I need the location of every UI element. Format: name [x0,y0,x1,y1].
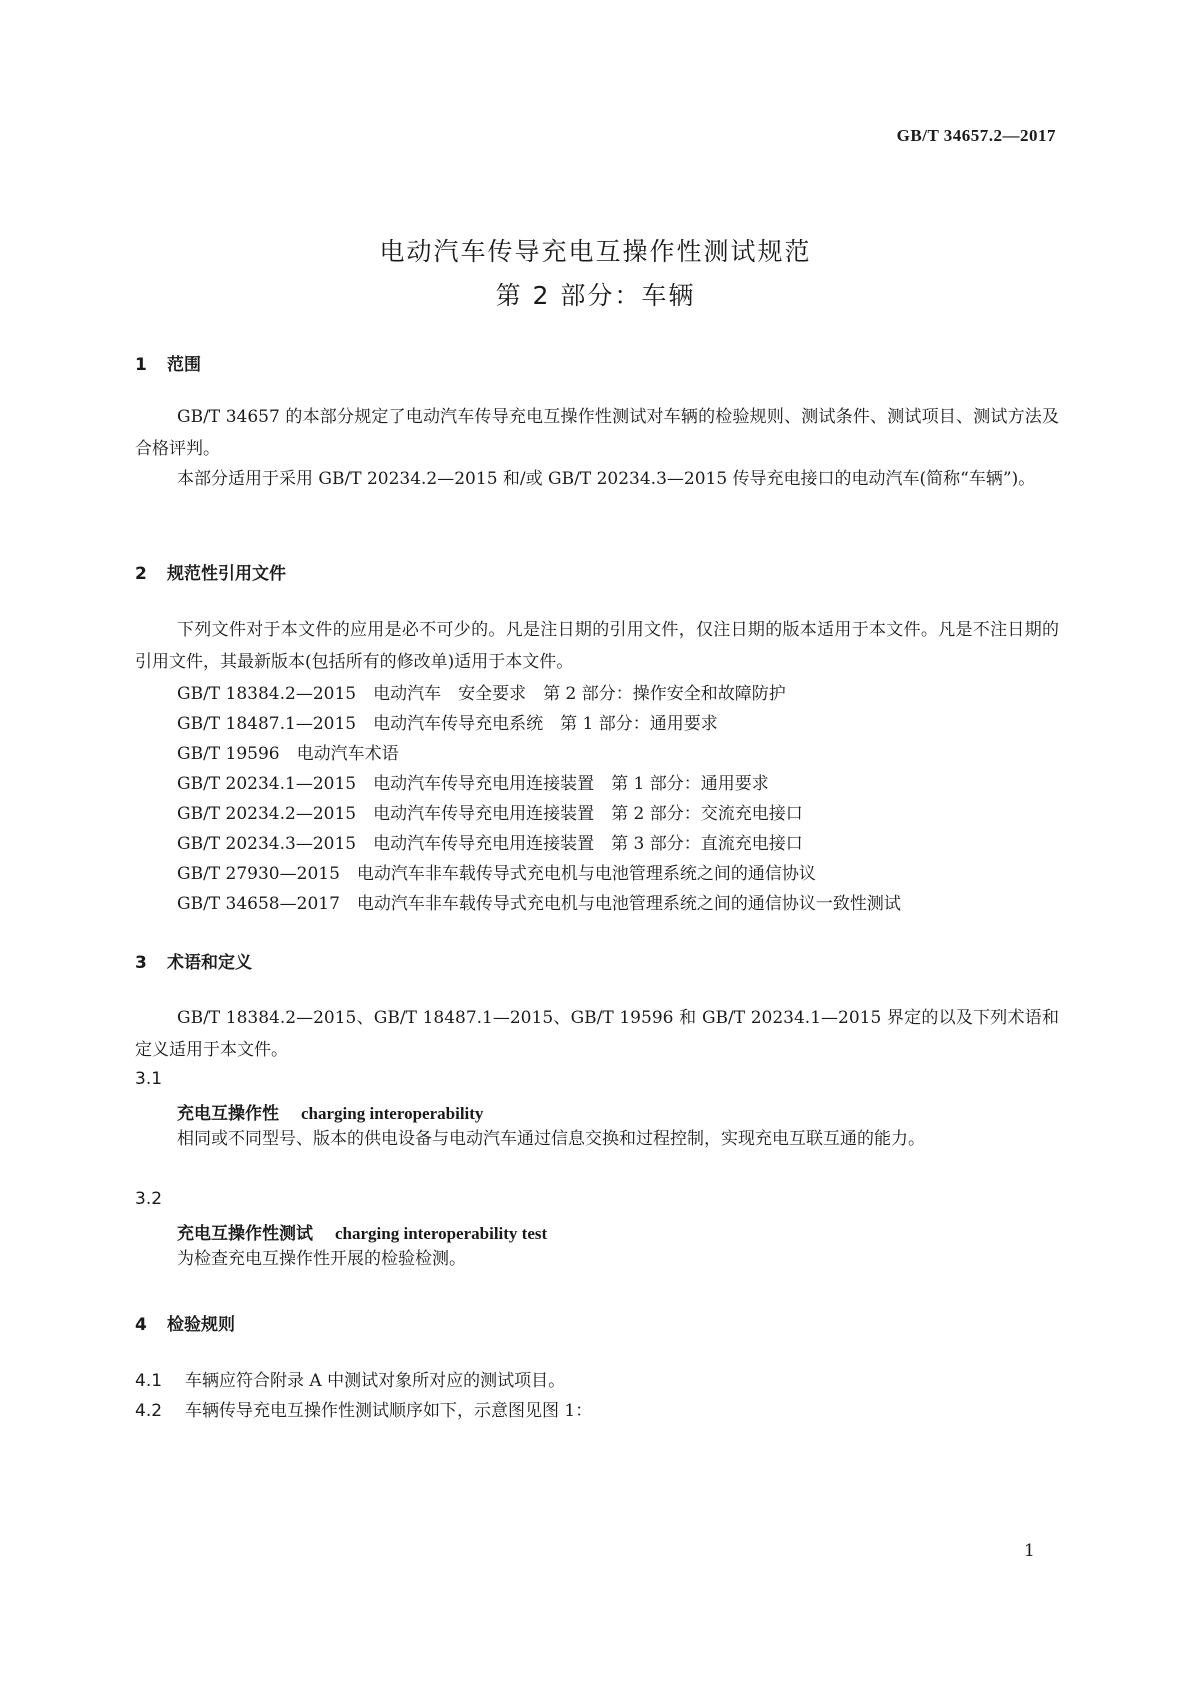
reference-item: GB/T 20234.1—2015 电动汽车传导充电用连接装置 第 1 部分：通用要求 [177,774,769,794]
section-4-heading [135,1310,235,1335]
term-title [177,1099,483,1124]
term-number: 3.2 [135,1189,163,1209]
term-chinese: 充电互操作性测试 [177,1224,313,1244]
section-number: 2 [135,564,147,584]
section-title: 术语和定义 [167,953,252,973]
reference-item: GB/T 18487.1—2015 电动汽车传导充电系统 第 1 部分：通用要求 [177,714,718,734]
section-number: 4 [135,1315,147,1335]
scope-paragraph-2: 本部分适用于采用 GB/T 20234.2—2015 和/或 GB/T 20234.3—2015 传导充电接口的电动汽车(简称“车辆”)。 [177,469,1036,489]
section-1-heading [135,350,201,375]
rule-number: 4.2 [135,1401,163,1421]
term-definition: 相同或不同型号、版本的供电设备与电动汽车通过信息交换和过程控制，实现充电互联互通的能力。 [177,1129,925,1149]
section-title: 规范性引用文件 [167,564,286,584]
section-number: 3 [135,953,147,973]
rule-item-4-1 [135,1366,565,1391]
document-title: 电动汽车传导充电互操作性测试规范 [379,237,812,266]
page-number: 1 [1024,1541,1035,1561]
reference-item: GB/T 27930—2015 电动汽车非车载传导式充电机与电池管理系统之间的通信协议 [177,864,816,884]
rule-text: 车辆传导充电互操作性测试顺序如下，示意图见图 1： [185,1401,593,1421]
reference-item: GB/T 34658—2017 电动汽车非车载传导式充电机与电池管理系统之间的通信协议一致性测试 [177,894,901,914]
document-subtitle: 第 2 部分：车辆 [495,281,696,310]
term-english: charging interoperability test [335,1224,548,1243]
term-english: charging interoperability [301,1104,484,1123]
section-2-heading [135,559,286,584]
term-chinese: 充电互操作性 [177,1104,279,1124]
section-number: 1 [135,355,147,375]
rule-number: 4.1 [135,1371,163,1391]
reference-item: GB/T 19596 电动汽车术语 [177,744,399,764]
standard-code: GB/T 34657.2—2017 [896,126,1056,145]
term-definition: 为检查充电互操作性开展的检验检测。 [177,1249,466,1269]
reference-item: GB/T 20234.3—2015 电动汽车传导充电用连接装置 第 3 部分：直流充电接口 [177,834,803,854]
section-title: 范围 [167,355,201,375]
reference-item: GB/T 18384.2—2015 电动汽车 安全要求 第 2 部分：操作安全和故障防护 [177,684,786,704]
rule-text: 车辆应符合附录 A 中测试对象所对应的测试项目。 [185,1371,566,1391]
term-number: 3.1 [135,1069,163,1089]
terms-intro: GB/T 18384.2—2015、GB/T 18487.1—2015、GB/T 19596 和 GB/T 20234.1—2015 界定的以及下列术语和定义适用于本文件。 [135,1008,1059,1060]
rule-item-4-2 [135,1396,592,1421]
scope-paragraph-1: GB/T 34657 的本部分规定了电动汽车传导充电互操作性测试对车辆的检验规则、测试条件、测试项目、测试方法及合格评判。 [135,407,1059,459]
reference-item: GB/T 20234.2—2015 电动汽车传导充电用连接装置 第 2 部分：交流充电接口 [177,804,803,824]
section-title: 检验规则 [167,1315,235,1335]
term-title [177,1219,547,1244]
section-3-heading [135,948,252,973]
references-intro: 下列文件对于本文件的应用是必不可少的。凡是注日期的引用文件，仅注日期的版本适用于本文件。凡是不注日期的引用文件，其最新版本(包括所有的修改单)适用于本文件。 [135,620,1059,672]
